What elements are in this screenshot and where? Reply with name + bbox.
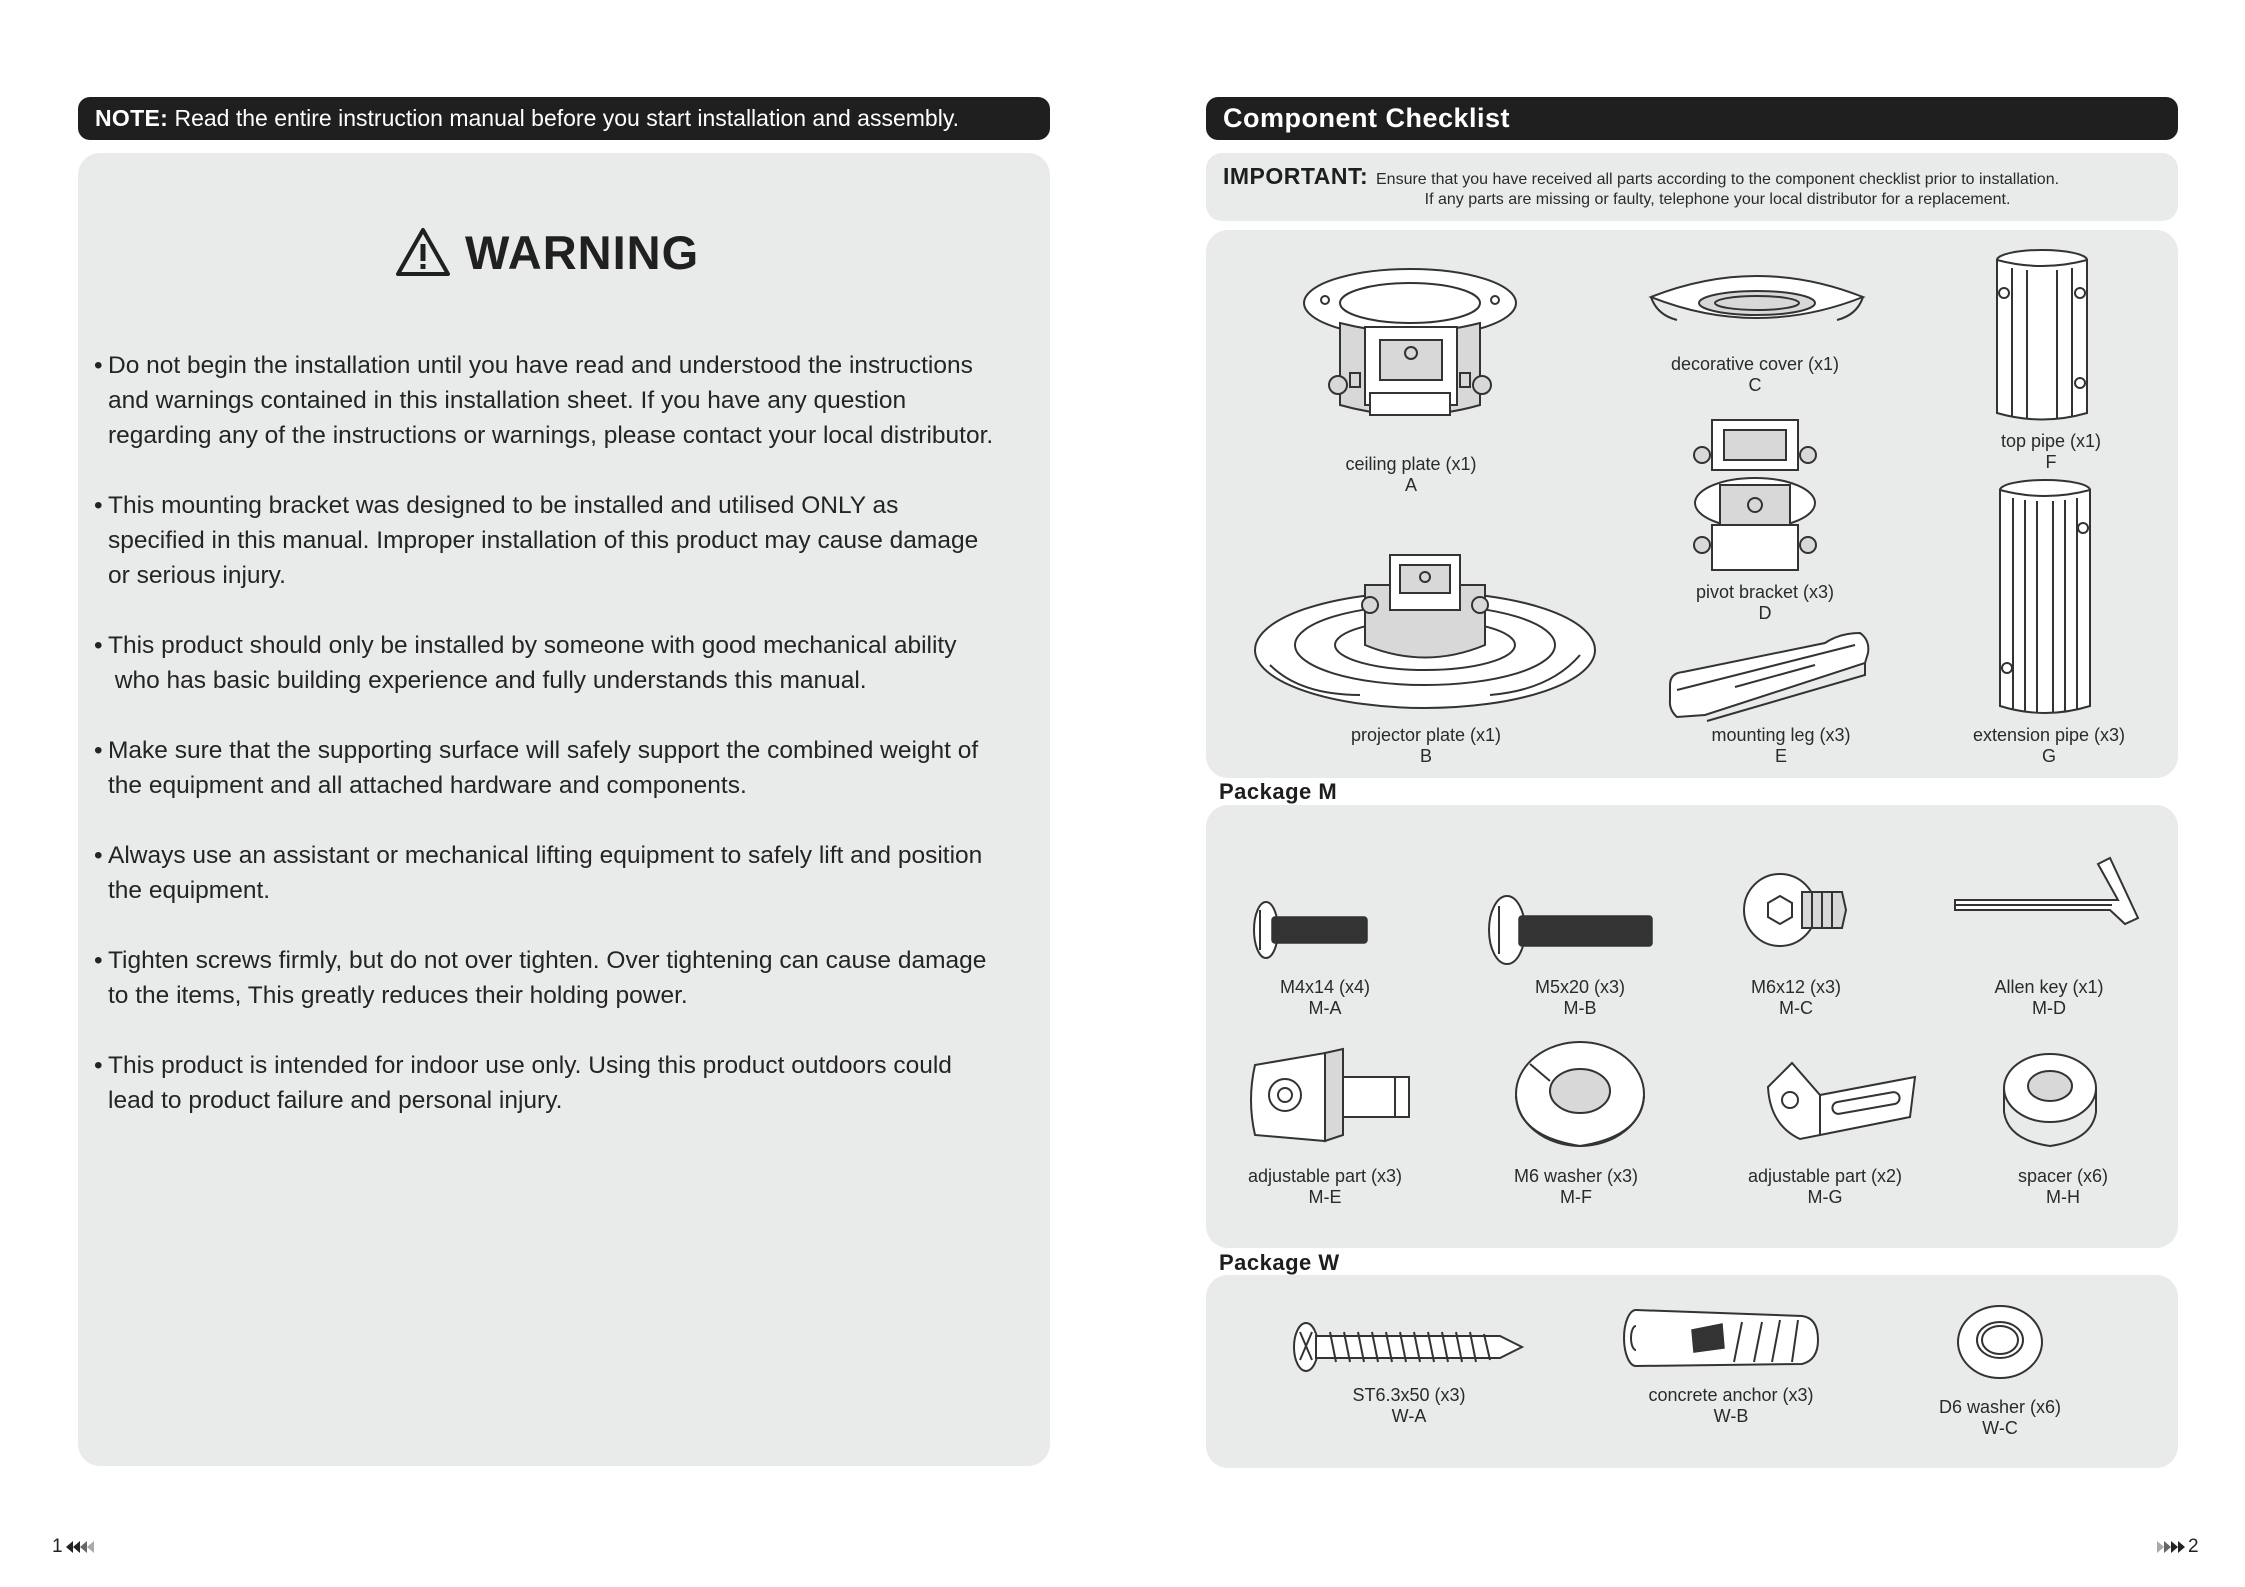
part-code: W-A — [1391, 1406, 1427, 1426]
mounting-leg-illustration — [1665, 625, 1875, 720]
part-name: M4x14 (x4) — [1279, 977, 1371, 997]
part-code: M-E — [1308, 1187, 1342, 1207]
warning-bullet: • This mounting bracket was designed to be installed and utilised ONLY as specified in this manual. Improper installation of this product may cause damage or serious injury. — [94, 492, 979, 589]
part-code: M-G — [1807, 1187, 1843, 1207]
warning-bullet: • Make sure that the supporting surface will safely support the combined weight of the equipment and all attached hardware and components. — [94, 737, 979, 799]
spacer-illustration — [2000, 1050, 2100, 1150]
part-code: B — [1419, 746, 1433, 766]
part-code: M-A — [1308, 998, 1342, 1018]
part-code: A — [1404, 475, 1417, 495]
warning-bullet: • This product is intended for indoor use only. Using this product outdoors could lead to product failure and personal injury. — [94, 1052, 952, 1114]
part-code: M-D — [2031, 998, 2066, 1018]
part-code: W-C — [1982, 1418, 2018, 1438]
concrete-anchor-illustration — [1622, 1308, 1822, 1372]
page-number-right: 2 — [2150, 1536, 2199, 1558]
note-label: NOTE: — [95, 105, 169, 131]
part-code: M-H — [2046, 1187, 2080, 1207]
note-banner — [78, 97, 1050, 140]
part-name: top pipe (x1) — [2000, 431, 2102, 451]
page-number-left: 1 — [52, 1536, 101, 1558]
part-code: F — [2045, 452, 2057, 472]
part-name: adjustable part (x2) — [1747, 1166, 1903, 1186]
part-code: G — [2041, 746, 2056, 766]
pivot-bracket-illustration — [1690, 415, 1820, 575]
package-m-title: Package M — [1219, 779, 1338, 804]
decorative-cover-illustration — [1647, 265, 1867, 335]
st6-3x50-screw-illustration — [1290, 1320, 1525, 1374]
part-code: C — [1748, 375, 1762, 395]
m6-washer-illustration — [1510, 1036, 1648, 1154]
d6-washer-illustration — [1954, 1302, 2046, 1382]
m5x20-screw-illustration — [1485, 892, 1655, 968]
package-w-title: Package W — [1219, 1250, 1340, 1275]
extension-pipe-illustration — [1995, 478, 2095, 718]
back-arrows-icon — [65, 1540, 101, 1554]
part-name: M6 washer (x3) — [1513, 1166, 1639, 1186]
m4x14-screw-illustration — [1250, 898, 1370, 962]
part-name: concrete anchor (x3) — [1648, 1385, 1814, 1405]
part-name: adjustable part (x3) — [1247, 1166, 1403, 1186]
warning-heading — [395, 222, 699, 282]
m6x12-screw-illustration — [1742, 868, 1850, 952]
page-title: Component Checklist — [1206, 97, 2178, 140]
part-code: M-B — [1563, 998, 1597, 1018]
part-code: D — [1758, 603, 1772, 623]
part-code: W-B — [1713, 1406, 1749, 1426]
part-code: M-C — [1779, 998, 1813, 1018]
part-name: extension pipe (x3) — [1972, 725, 2126, 745]
part-name: projector plate (x1) — [1350, 725, 1502, 745]
adjustable-part-m-e-illustration — [1245, 1045, 1415, 1145]
part-name: Allen key (x1) — [1994, 977, 2104, 997]
forward-arrows-icon — [2150, 1540, 2186, 1554]
note-text: Read the entire instruction manual before you start installation and assembly. — [174, 105, 960, 131]
ceiling-plate-illustration — [1290, 265, 1530, 435]
warning-title: WARNING — [465, 225, 700, 279]
part-name: decorative cover (x1) — [1670, 354, 1840, 374]
warning-bullet: • This product should only be installed by someone with good mechanical ability who has basic building experience and fully understands this manual. — [94, 632, 957, 694]
part-name: spacer (x6) — [2017, 1166, 2109, 1186]
important-text: Ensure that you have received all parts according to the component checklist prior to installation. If any parts are missing or faulty, telephone your local distributor for a replacement. — [1376, 171, 2060, 208]
part-code: E — [1774, 746, 1788, 766]
part-code: M-F — [1560, 1187, 1592, 1207]
top-pipe-illustration — [1992, 248, 2092, 423]
part-name: M5x20 (x3) — [1534, 977, 1626, 997]
warning-bullet: • Do not begin the installation until you have read and understood the instructions and warnings contained in this installation sheet. If you have any question regarding any of the instructions or warnings, please contact your local distributor. — [94, 352, 994, 449]
part-name: D6 washer (x6) — [1938, 1397, 2062, 1417]
allen-key-illustration — [1950, 848, 2140, 933]
important-label: IMPORTANT: — [1223, 163, 1369, 189]
part-name: M6x12 (x3) — [1750, 977, 1842, 997]
part-name: ceiling plate (x1) — [1345, 454, 1477, 474]
warning-bullet: • Always use an assistant or mechanical lifting equipment to safely lift and position the equipment. — [94, 842, 983, 904]
warning-bullet: • Tighten screws firmly, but do not over tighten. Over tightening can cause damage to the items, This greatly reduces their holding power. — [94, 947, 987, 1009]
part-name: mounting leg (x3) — [1711, 725, 1851, 745]
part-name: ST6.3x50 (x3) — [1352, 1385, 1466, 1405]
part-name: pivot bracket (x3) — [1695, 582, 1835, 602]
warning-triangle-icon — [395, 227, 451, 277]
adjustable-part-m-g-illustration — [1760, 1055, 1920, 1145]
projector-plate-illustration — [1250, 545, 1600, 715]
